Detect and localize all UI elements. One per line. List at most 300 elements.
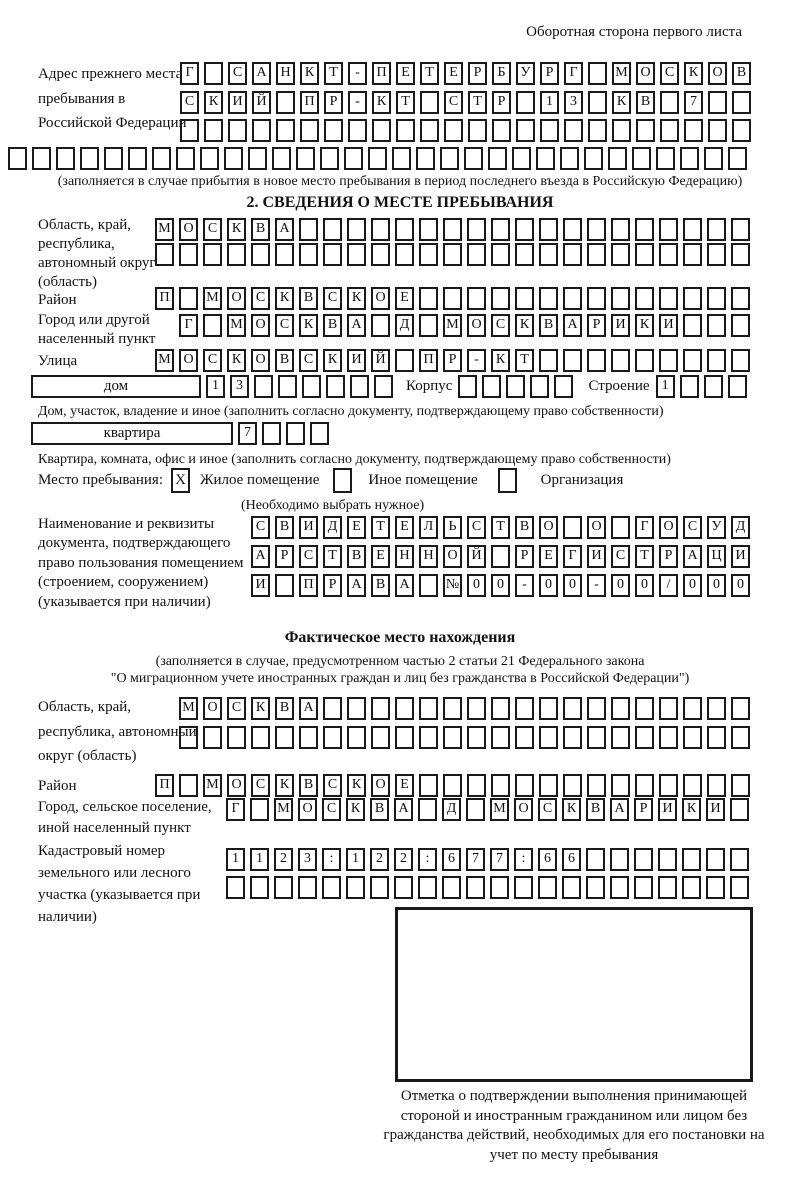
char-cell xyxy=(323,726,342,749)
region-label: Область, край, республика, автономный округ (область) xyxy=(38,217,156,290)
checkbox-other-premises xyxy=(333,468,352,493)
char-cell: Д xyxy=(731,516,750,539)
char-cell xyxy=(347,243,366,266)
char-cell: А xyxy=(563,314,582,337)
char-cell: И xyxy=(251,574,270,597)
char-cell xyxy=(587,218,606,241)
char-cell xyxy=(482,375,501,398)
char-cell xyxy=(634,848,653,871)
fact-region-label: Область, край, республика, автономный округ (область) xyxy=(38,699,197,764)
char-cell xyxy=(179,243,198,266)
char-cell xyxy=(707,287,726,310)
char-cell xyxy=(419,314,438,337)
char-cell: Й xyxy=(467,545,486,568)
char-cell: В xyxy=(275,349,294,372)
char-cell: П xyxy=(299,574,318,597)
place-type-caption: (Необходимо выбрать нужное) xyxy=(241,498,425,513)
section2-title: 2. СВЕДЕНИЯ О МЕСТЕ ПРЕБЫВАНИЯ xyxy=(246,194,554,211)
char-cell: 0 xyxy=(635,574,654,597)
char-cell: П xyxy=(155,774,174,797)
char-cell: С xyxy=(323,774,342,797)
char-cell xyxy=(492,119,511,142)
char-cell xyxy=(730,848,749,871)
char-cell: М xyxy=(155,349,174,372)
char-cell xyxy=(392,147,411,170)
char-cell xyxy=(346,876,365,899)
corner-note: Оборотная сторона первого листа xyxy=(526,24,742,40)
char-cell: М xyxy=(179,697,198,720)
char-cell xyxy=(419,774,438,797)
char-cell xyxy=(419,574,438,597)
char-cell xyxy=(706,848,725,871)
char-cell xyxy=(443,218,462,241)
char-cell xyxy=(563,243,582,266)
char-cell: С xyxy=(322,798,341,821)
char-cell: С xyxy=(538,798,557,821)
char-cell xyxy=(731,287,750,310)
char-cell xyxy=(204,119,223,142)
char-cell: О xyxy=(443,545,462,568)
char-cell: У xyxy=(707,516,726,539)
char-cell: А xyxy=(347,314,366,337)
char-cell xyxy=(350,375,369,398)
char-cell xyxy=(708,91,727,114)
char-cell: В xyxy=(275,697,294,720)
char-cell: М xyxy=(203,774,222,797)
char-cell: Й xyxy=(371,349,390,372)
char-cell: Р xyxy=(323,574,342,597)
char-cell xyxy=(635,774,654,797)
char-cell: Й xyxy=(252,91,271,114)
char-cell: Е xyxy=(444,62,463,85)
cells-house xyxy=(206,375,398,398)
char-cell xyxy=(444,119,463,142)
char-cell: В xyxy=(299,774,318,797)
char-cell: М xyxy=(274,798,293,821)
char-cell xyxy=(298,876,317,899)
char-cell xyxy=(682,848,701,871)
char-cell: 2 xyxy=(274,848,293,871)
char-cell xyxy=(611,218,630,241)
char-cell: - xyxy=(515,574,534,597)
cells-prev-address-3 xyxy=(180,119,756,142)
char-cell: О xyxy=(203,697,222,720)
fact-title: Фактическое место нахождения xyxy=(284,629,516,646)
char-cell: К xyxy=(684,62,703,85)
char-cell: О xyxy=(708,62,727,85)
char-cell xyxy=(467,697,486,720)
char-cell xyxy=(250,798,269,821)
checkbox-organization xyxy=(498,468,517,493)
char-cell xyxy=(588,91,607,114)
char-cell xyxy=(730,876,749,899)
char-cell xyxy=(540,119,559,142)
char-cell: Р xyxy=(634,798,653,821)
char-cell xyxy=(419,287,438,310)
char-cell: 1 xyxy=(226,848,245,871)
char-cell xyxy=(707,774,726,797)
char-cell: Н xyxy=(395,545,414,568)
cells-fact-region-1 xyxy=(179,697,755,720)
char-cell xyxy=(104,147,123,170)
char-cell xyxy=(275,726,294,749)
char-cell: К xyxy=(323,349,342,372)
char-cell xyxy=(563,349,582,372)
char-cell xyxy=(326,375,345,398)
char-cell xyxy=(395,349,414,372)
char-cell xyxy=(683,287,702,310)
char-cell xyxy=(467,287,486,310)
char-cell: 2 xyxy=(370,848,389,871)
char-cell: О xyxy=(251,314,270,337)
char-cell xyxy=(586,848,605,871)
char-cell: В xyxy=(371,574,390,597)
cells-prev-address-1 xyxy=(180,62,756,85)
fact-caption-1: (заполняется в случае, предусмотренном частью 2 статьи 21 Федерального закона xyxy=(155,654,645,669)
confirmation-mark-box xyxy=(395,907,753,1082)
char-cell xyxy=(395,218,414,241)
char-cell: К xyxy=(204,91,223,114)
confirmation-mark-caption: Отметка о подтверждении выполнения принимающей стороной и иностранным гражданином или лицом без гражданства действий, необходимых для его постановки на учет по месту пребывания xyxy=(383,1088,765,1163)
char-cell: 0 xyxy=(731,574,750,597)
char-cell: - xyxy=(348,62,367,85)
char-cell: И xyxy=(659,314,678,337)
char-cell xyxy=(611,349,630,372)
char-cell xyxy=(467,243,486,266)
char-cell xyxy=(563,218,582,241)
char-cell xyxy=(728,375,747,398)
flat-box: квартира xyxy=(31,422,233,445)
char-cell xyxy=(732,91,751,114)
char-cell: К xyxy=(491,349,510,372)
district-label: Район xyxy=(38,292,77,308)
char-cell xyxy=(658,848,677,871)
char-cell: Г xyxy=(635,516,654,539)
char-cell xyxy=(539,218,558,241)
char-cell: А xyxy=(683,545,702,568)
char-cell: А xyxy=(347,574,366,597)
char-cell xyxy=(458,375,477,398)
char-cell xyxy=(587,697,606,720)
char-cell: К xyxy=(347,774,366,797)
char-cell: И xyxy=(706,798,725,821)
char-cell xyxy=(610,876,629,899)
char-cell: С xyxy=(299,545,318,568)
doc-label: Наименование и реквизиты документа, подтверждающего право пользования помещением (строением, сооружением) (указывается при наличии) xyxy=(38,516,244,610)
char-cell xyxy=(322,876,341,899)
char-cell: В xyxy=(539,314,558,337)
char-cell xyxy=(706,876,725,899)
char-cell: 0 xyxy=(683,574,702,597)
char-cell xyxy=(611,243,630,266)
char-cell xyxy=(491,287,510,310)
char-cell xyxy=(418,798,437,821)
char-cell: В xyxy=(275,516,294,539)
char-cell: К xyxy=(227,349,246,372)
char-cell xyxy=(179,726,198,749)
char-cell: О xyxy=(371,774,390,797)
char-cell: Н xyxy=(419,545,438,568)
char-cell: С xyxy=(491,314,510,337)
char-cell: Е xyxy=(396,62,415,85)
char-cell xyxy=(660,119,679,142)
char-cell xyxy=(420,119,439,142)
char-cell: А xyxy=(395,574,414,597)
char-cell xyxy=(254,375,273,398)
char-cell xyxy=(611,774,630,797)
char-cell xyxy=(464,147,483,170)
char-cell xyxy=(276,119,295,142)
char-cell xyxy=(179,287,198,310)
char-cell: К xyxy=(562,798,581,821)
char-cell: С xyxy=(228,62,247,85)
char-cell xyxy=(443,243,462,266)
char-cell xyxy=(708,119,727,142)
cells-region-2 xyxy=(155,243,755,266)
char-cell xyxy=(659,287,678,310)
char-cell xyxy=(707,726,726,749)
option-residential-label: Жилое помещение xyxy=(200,472,320,488)
char-cell xyxy=(563,726,582,749)
char-cell: У xyxy=(516,62,535,85)
char-cell: И xyxy=(611,314,630,337)
char-cell: О xyxy=(227,774,246,797)
char-cell: С xyxy=(323,287,342,310)
char-cell xyxy=(731,218,750,241)
char-cell: С xyxy=(251,774,270,797)
stroenie-label: Строение xyxy=(588,378,650,394)
char-cell xyxy=(516,91,535,114)
cells-prev-address-2 xyxy=(180,91,756,114)
char-cell: В xyxy=(586,798,605,821)
char-cell xyxy=(227,726,246,749)
cells-region-1 xyxy=(155,218,755,241)
char-cell xyxy=(204,62,223,85)
cells-fact-city xyxy=(226,798,754,821)
char-cell xyxy=(491,697,510,720)
char-cell xyxy=(491,218,510,241)
char-cell xyxy=(203,726,222,749)
char-cell xyxy=(299,726,318,749)
char-cell: С xyxy=(203,349,222,372)
char-cell xyxy=(374,375,393,398)
char-cell xyxy=(394,876,413,899)
char-cell xyxy=(659,726,678,749)
char-cell xyxy=(152,147,171,170)
cells-fact-region-2 xyxy=(179,726,755,749)
char-cell: 3 xyxy=(230,375,249,398)
char-cell xyxy=(530,375,549,398)
char-cell: 7 xyxy=(238,422,257,445)
char-cell xyxy=(300,119,319,142)
char-cell xyxy=(418,876,437,899)
char-cell: Г xyxy=(179,314,198,337)
prev-address-label: Адрес прежнего места пребывания в Российской Федерации xyxy=(38,66,187,131)
char-cell: О xyxy=(371,287,390,310)
house-row xyxy=(31,375,752,398)
char-cell xyxy=(564,119,583,142)
char-cell: С xyxy=(467,516,486,539)
char-cell xyxy=(226,876,245,899)
char-cell xyxy=(324,119,343,142)
char-cell xyxy=(515,774,534,797)
char-cell: Р xyxy=(659,545,678,568)
char-cell xyxy=(707,314,726,337)
char-cell xyxy=(348,119,367,142)
char-cell: Р xyxy=(515,545,534,568)
char-cell xyxy=(320,147,339,170)
char-cell xyxy=(515,218,534,241)
char-cell xyxy=(278,375,297,398)
char-cell xyxy=(396,119,415,142)
char-cell xyxy=(563,774,582,797)
char-cell xyxy=(512,147,531,170)
char-cell: О xyxy=(179,349,198,372)
char-cell: А xyxy=(251,545,270,568)
char-cell: Р xyxy=(443,349,462,372)
char-cell: К xyxy=(300,62,319,85)
fact-caption-2: "О миграционном учете иностранных граждан и лиц без гражданства в Российской Федерации") xyxy=(110,671,690,686)
char-cell xyxy=(536,147,555,170)
char-cell xyxy=(467,218,486,241)
char-cell: В xyxy=(515,516,534,539)
fact-district-label: Район xyxy=(38,778,77,794)
kadastr-label: Кадастровый номер земельного или лесного участка (указывается при наличии) xyxy=(38,843,201,925)
char-cell xyxy=(252,119,271,142)
cells-street xyxy=(155,349,755,372)
char-cell: 0 xyxy=(707,574,726,597)
char-cell xyxy=(466,798,485,821)
char-cell: Ц xyxy=(707,545,726,568)
char-cell xyxy=(588,119,607,142)
char-cell: В xyxy=(347,545,366,568)
char-cell xyxy=(683,349,702,372)
char-cell: 7 xyxy=(466,848,485,871)
option-other-premises-label: Иное помещение xyxy=(368,472,478,488)
char-cell: - xyxy=(348,91,367,114)
char-cell xyxy=(299,218,318,241)
char-cell: Е xyxy=(347,516,366,539)
char-cell: 0 xyxy=(611,574,630,597)
char-cell xyxy=(155,243,174,266)
char-cell: 7 xyxy=(490,848,509,871)
char-cell xyxy=(310,422,329,445)
char-cell xyxy=(344,147,363,170)
char-cell: О xyxy=(298,798,317,821)
char-cell: О xyxy=(179,218,198,241)
char-cell xyxy=(608,147,627,170)
char-cell xyxy=(587,349,606,372)
char-cell xyxy=(635,349,654,372)
char-cell xyxy=(632,147,651,170)
char-cell: Е xyxy=(371,545,390,568)
char-cell xyxy=(323,697,342,720)
char-cell: Т xyxy=(515,349,534,372)
char-cell: К xyxy=(251,697,270,720)
char-cell xyxy=(395,726,414,749)
char-cell: Е xyxy=(395,774,414,797)
char-cell: С xyxy=(611,545,630,568)
cells-flat xyxy=(238,422,334,445)
char-cell xyxy=(299,243,318,266)
char-cell: К xyxy=(299,314,318,337)
char-cell: Т xyxy=(635,545,654,568)
char-cell xyxy=(347,726,366,749)
char-cell: В xyxy=(299,287,318,310)
char-cell: А xyxy=(275,218,294,241)
char-cell: Р xyxy=(275,545,294,568)
char-cell xyxy=(538,876,557,899)
char-cell xyxy=(251,726,270,749)
char-cell xyxy=(635,287,654,310)
city-label: Город или другой населенный пункт xyxy=(38,312,156,347)
char-cell: : xyxy=(418,848,437,871)
place-type-label: Место пребывания: xyxy=(38,472,163,488)
char-cell: И xyxy=(587,545,606,568)
char-cell xyxy=(200,147,219,170)
char-cell: : xyxy=(322,848,341,871)
char-cell: Т xyxy=(324,62,343,85)
char-cell: И xyxy=(347,349,366,372)
char-cell xyxy=(302,375,321,398)
char-cell xyxy=(611,697,630,720)
char-cell xyxy=(539,243,558,266)
char-cell xyxy=(587,774,606,797)
char-cell xyxy=(286,422,305,445)
char-cell: Е xyxy=(539,545,558,568)
char-cell xyxy=(372,119,391,142)
char-cell: 1 xyxy=(540,91,559,114)
char-cell: Д xyxy=(442,798,461,821)
char-cell xyxy=(371,314,390,337)
char-cell xyxy=(610,848,629,871)
place-type-row xyxy=(38,467,623,494)
char-cell: Б xyxy=(492,62,511,85)
char-cell: Г xyxy=(226,798,245,821)
char-cell xyxy=(323,218,342,241)
char-cell: 0 xyxy=(491,574,510,597)
char-cell xyxy=(707,243,726,266)
fact-city-label: Город, сельское поселение, иной населенный пункт xyxy=(38,799,212,836)
char-cell: Г xyxy=(563,545,582,568)
char-cell: К xyxy=(612,91,631,114)
char-cell: Е xyxy=(395,516,414,539)
char-cell xyxy=(539,774,558,797)
char-cell: 0 xyxy=(467,574,486,597)
cells-fact-district xyxy=(155,774,755,797)
char-cell xyxy=(587,726,606,749)
char-cell xyxy=(731,243,750,266)
char-cell: В xyxy=(323,314,342,337)
char-cell xyxy=(611,726,630,749)
char-cell: 3 xyxy=(564,91,583,114)
cells-korpus xyxy=(458,375,578,398)
char-cell xyxy=(612,119,631,142)
char-cell: К xyxy=(635,314,654,337)
flat-caption: Квартира, комната, офис и иное (заполнить согласно документу, подтверждающему право собственности) xyxy=(38,452,671,467)
char-cell: А xyxy=(394,798,413,821)
char-cell: 0 xyxy=(563,574,582,597)
char-cell xyxy=(584,147,603,170)
char-cell xyxy=(731,349,750,372)
char-cell xyxy=(416,147,435,170)
char-cell xyxy=(262,422,281,445)
char-cell xyxy=(731,314,750,337)
char-cell xyxy=(636,119,655,142)
char-cell xyxy=(227,243,246,266)
char-cell xyxy=(560,147,579,170)
char-cell xyxy=(611,287,630,310)
